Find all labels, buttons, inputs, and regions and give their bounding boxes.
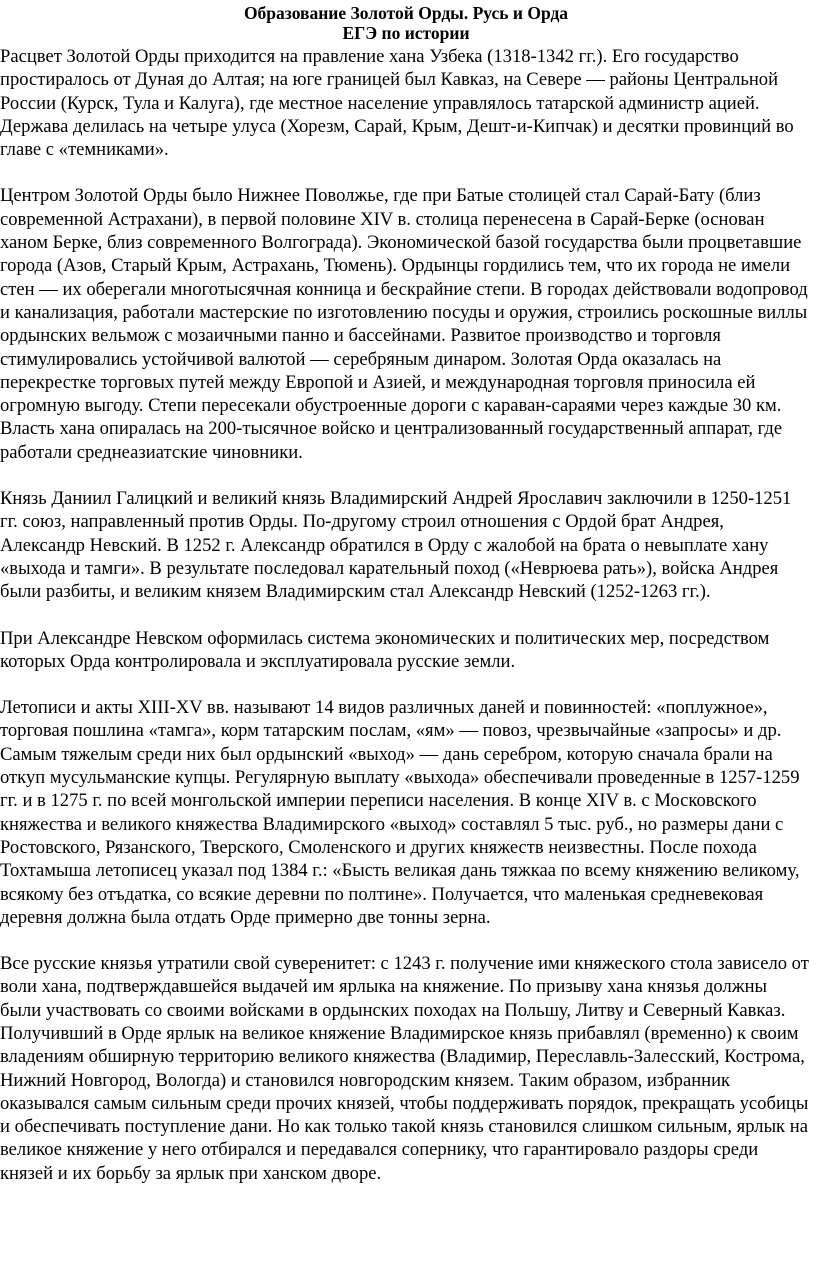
document-body: [0, 45, 812, 1185]
document-header: [0, 0, 812, 43]
paragraph-4: При Александре Невском оформилась система экономических и политических мер, посредством которых Орда контролировала и эксплуатировала русские земли.: [0, 627, 770, 672]
paragraph-5: Летописи и акты XIII-XV вв. называют 14 видов различных даней и повинностей: «поплужное», торговая пошлина «тамга», корм татарским послам, «ям» — повоз, чрезвычайные «запросы» и др. Самым тяжелым среди них был ордынский «выход» — дань серебром, которую сначала брали на откуп мусульманские купцы. Регулярную выплату «выхода» обеспечивали проведенные в 1257-1259 гг. и в 1275 г. по всей монгольской империи переписи населения. В конце XIV в. с Московского княжества и великого княжества Владимирского «выход» составлял 5 тыс. руб., но размеры дани с Ростовского, Рязанского, Тверского, Смоленского и других княжеств неизвестны. После похода Тохтамыша летописец указал под 1384 г.: «Бысть великая дань тяжкаа по всему княжению великому, всякому без отъдатка, со всякие деревни по полтине». Получается, что маленькая средневековая деревня должна была отдать Орде примерно две тонны зерна.: [0, 697, 800, 928]
document-subtitle: ЕГЭ по истории: [342, 23, 470, 43]
paragraph-6: Все русские князья утратили свой суверенитет: с 1243 г. получение ими княжеского стола зависело от воли хана, подтверждавшейся выдачей им ярлыка на княжение. По призыву хана князья должны были участвовать со своими войсками в ордынских походах на Польшу, Литву и Северный Кавказ. Получивший в Орде ярлык на великое княжение Владимирское князь прибавлял (временно) к своим владениям обширную территорию великого княжества (Владимир, Переславль-Залесский, Кострома, Нижний Новгород, Вологда) и становился новгородским князем. Таким образом, избранник оказывался самым сильным среди прочих князей, чтобы поддерживать порядок, прекращать усобицы и обеспечивать поступление дани. Но как только такой князь становился слишком сильным, ярлык на великое княжение у него отбирался и передавался сопернику, что гарантировало раздоры среди князей и их борьбу за ярлык при ханском дворе.: [0, 953, 809, 1184]
paragraph-1: Расцвет Золотой Орды приходится на правление хана Узбека (1318-1342 гг.). Его государство простиралось от Дуная до Алтая; на юге границей был Кавказ, на Севере — районы Центральной России (Курск, Тула и Калуга), где местное население управлялось татарской администр ацией. Держава делилась на четыре улуса (Хорезм, Сарай, Крым, Дешт-и-Кипчак) и десятки провинций во главе с «темниками».: [0, 46, 794, 161]
paragraph-3: Князь Даниил Галицкий и великий князь Владимирский Андрей Ярославич заключили в 1250-1251 гг. союз, направленный против Орды. По-другому строил отношения с Ордой брат Андрея, Александр Невский. В 1252 г. Александр обратился в Орду с жалобой на брата о невыплате хану «выхода и тамги». В результате последовал карательный поход («Неврюева рать»), войска Андрея были разбиты, и великим князем Владимирским стал Александр Невский (1252-1263 гг.).: [0, 488, 792, 603]
paragraph-2: Центром Золотой Орды было Нижнее Поволжье, где при Батые столицей стал Сарай-Бату (близ современной Астрахани), в первой половине XIV в. столица перенесена в Сарай-Берке (основан ханом Берке, близ современного Волгограда). Экономической базой государства были процветавшие города (Азов, Старый Крым, Астрахань, Тюмень). Ордынцы гордились тем, что их города не имели стен — их оберегали многотысячная конница и бескрайние степи. В городах действовали водопровод и канализация, работали мастерские по изготовлению посуды и оружия, строились роскошные виллы ордынских вельмож с мозаичными панно и бассейнами. Развитое производство и торговля стимулировались устойчивой валютой — серебряным динаром. Золотая Орда оказалась на перекрестке торговых путей между Европой и Азией, и международная торговля приносила ей огромную выгоду. Степи пересекали обустроенные дороги с караван-сараями через каждые 30 км. Власть хана опиралась на 200-тысячное войско и централизованный государственный аппарат, где работали среднеазиатские чиновники.: [0, 185, 808, 463]
document-title: Образование Золотой Орды. Русь и Орда: [243, 3, 569, 23]
